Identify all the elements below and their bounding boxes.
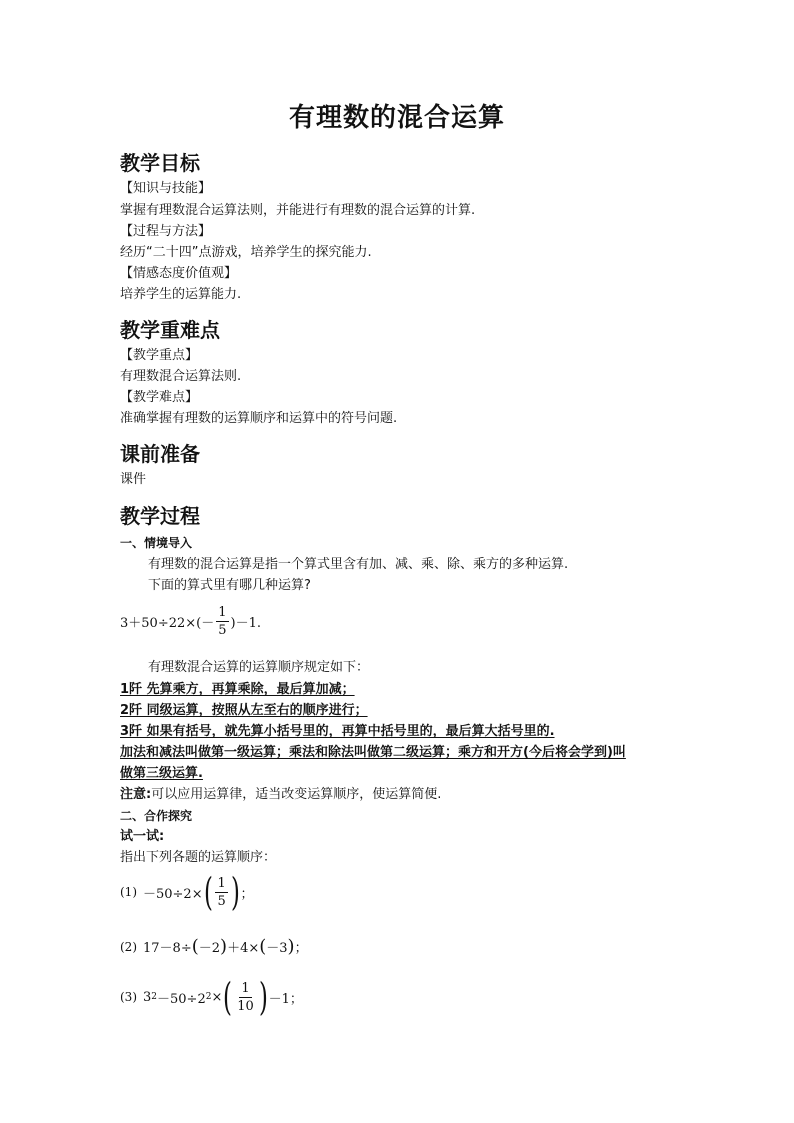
- right-paren: ): [287, 936, 295, 957]
- text-prep: 课件: [120, 472, 147, 487]
- label-knowledge: 【知识与技能】: [120, 181, 212, 196]
- rule-3: 3阡 如果有括号，就先算小括号里的，再算中括号里的，最后算大括号里的.: [120, 724, 555, 739]
- q3-denominator: 10: [237, 998, 254, 1014]
- heading-keypoints: 教学重难点: [120, 318, 220, 342]
- subheading-intro: 一、情境导入: [120, 536, 193, 550]
- left-paren: (: [259, 936, 267, 957]
- q3-mid: －50÷2: [157, 991, 206, 1007]
- instruction: 指出下列各题的运算顺序：: [120, 850, 277, 865]
- q3-times: ×: [211, 989, 223, 1005]
- q2-paren-2: －3: [266, 941, 288, 956]
- label-process-method: 【过程与方法】: [120, 224, 212, 239]
- expression-example: [120, 606, 261, 637]
- fraction-denominator: 5: [218, 623, 227, 638]
- heading-prep: 课前准备: [120, 442, 200, 466]
- question-1: [120, 870, 254, 914]
- text-focus: 有理数混合运算法则.: [120, 369, 242, 384]
- q3-mid-exponent: 2: [205, 992, 212, 1002]
- paragraph-question: 下面的算式里有哪几种运算?: [148, 578, 311, 593]
- heading-goals: 教学目标: [120, 151, 200, 175]
- expression-tail: )－1.: [230, 616, 261, 631]
- q3-base-exponent: 2: [151, 992, 158, 1002]
- q1-tail: ；: [240, 886, 254, 902]
- rule-1: 1阡 先算乘方，再算乘除，最后算加减；: [120, 682, 355, 697]
- left-paren: (: [223, 975, 233, 1019]
- q2-tail: ；: [294, 941, 308, 956]
- q3-tail: －1；: [268, 991, 303, 1007]
- text-process-method: 经历“二十四”点游戏，培养学生的探究能力.: [120, 245, 372, 260]
- q3-base: 3: [143, 989, 152, 1005]
- heading-process: 教学过程: [120, 504, 200, 528]
- expression-lead: 3＋50÷22×(－: [120, 616, 215, 631]
- text-knowledge: 掌握有理数混合运算法则，并能进行有理数的混合运算的计算.: [120, 203, 476, 218]
- q3-numerator: 1: [241, 980, 250, 996]
- left-paren: (: [191, 936, 199, 957]
- rule-4-line2: 做第三级运算.: [120, 766, 203, 781]
- label-focus: 【教学重点】: [120, 348, 199, 363]
- q1-denominator: 5: [217, 893, 226, 909]
- question-2: [120, 936, 308, 957]
- right-paren: ): [230, 870, 240, 914]
- q3-label: (3): [120, 990, 137, 1004]
- label-emotion: 【情感态度价值观】: [120, 266, 238, 281]
- q1-label: (1): [120, 885, 137, 899]
- paragraph-order-rules: 有理数混合运算的运算顺序规定如下：: [148, 660, 370, 675]
- label-difficulty: 【教学难点】: [120, 390, 199, 405]
- note-label: 注意:: [120, 787, 152, 802]
- right-paren: ): [258, 975, 268, 1019]
- q2-paren-1: －2: [198, 941, 221, 956]
- page-title: 有理数的混合运算: [288, 103, 505, 133]
- q1-fraction: [215, 877, 227, 908]
- text-difficulty: 准确掌握有理数的运算顺序和运算中的符号问题.: [120, 411, 398, 426]
- rule-2: 2阡 同级运算，按照从左至右的顺序进行；: [120, 703, 368, 718]
- paragraph-definition: 有理数的混合运算是指一个算式里含有加、减、乘、除、乘方的多种运算.: [148, 557, 569, 572]
- right-paren: ): [220, 936, 228, 957]
- q1-lead: －50÷2×: [143, 886, 203, 902]
- q2-mid: ＋4×: [227, 941, 260, 956]
- q2-label: (2): [120, 939, 137, 954]
- rule-4-line1: 加法和减法叫做第一级运算；乘法和除法叫做第二级运算；乘方和开方(今后将会学到)叫: [120, 745, 626, 760]
- fraction-numerator: 1: [218, 605, 227, 620]
- question-3: [120, 975, 303, 1019]
- text-emotion: 培养学生的运算能力.: [120, 287, 242, 302]
- q3-fraction: [235, 982, 256, 1013]
- label-try: 试一试:: [120, 829, 165, 844]
- note-text: 可以应用运算律，适当改变运算顺序，使运算简便.: [151, 787, 442, 802]
- subheading-explore: 二、合作探究: [120, 809, 193, 823]
- fraction: [216, 606, 228, 637]
- q2-text: 17－8÷: [143, 941, 192, 956]
- q1-numerator: 1: [217, 875, 226, 891]
- left-paren: (: [203, 870, 213, 914]
- note: [120, 786, 441, 804]
